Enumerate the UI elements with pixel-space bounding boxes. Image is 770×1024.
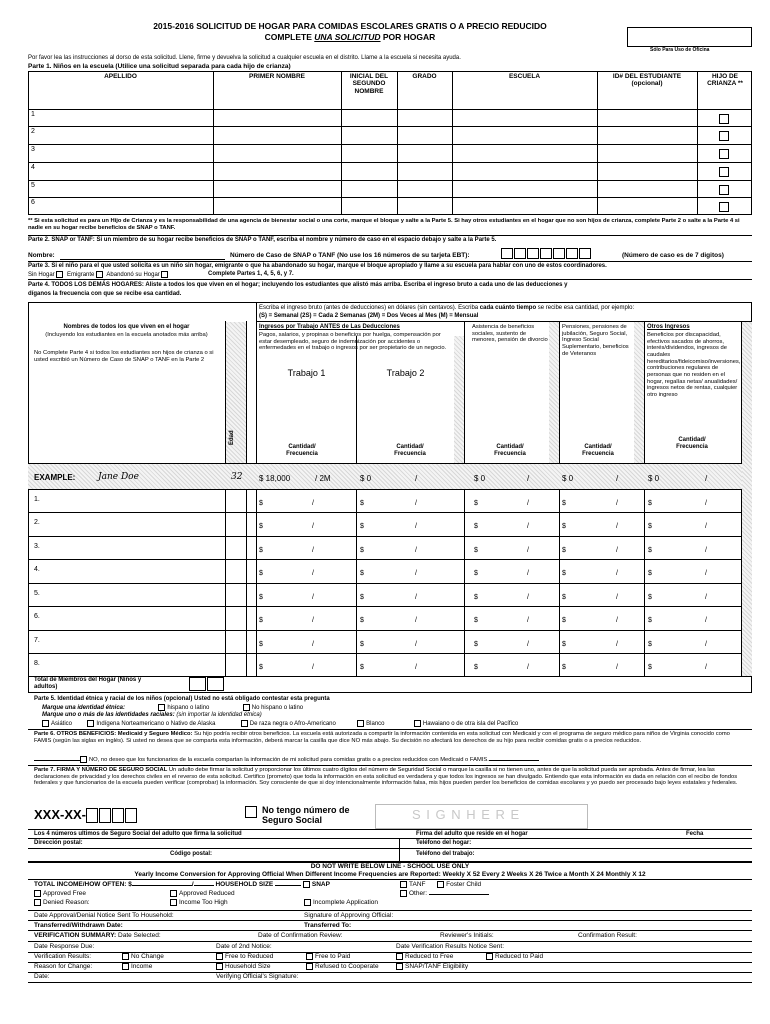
frequency-separator: / — [705, 547, 707, 554]
foster-checkbox[interactable] — [719, 167, 729, 177]
income-amount-field[interactable]: $ — [474, 641, 478, 648]
amount-freq-3: Cantidad/ Frecuencia — [494, 444, 526, 457]
income-amount-field[interactable]: $ — [648, 547, 652, 554]
income-amount-field[interactable]: $ — [360, 641, 364, 648]
frequency-separator: / — [415, 664, 417, 671]
snap-checkbox[interactable] — [303, 881, 310, 888]
free-to-paid-checkbox[interactable] — [306, 953, 313, 960]
example-slash: / — [616, 474, 619, 483]
frequency-separator: / — [527, 617, 529, 624]
example-age: 32 — [231, 472, 243, 482]
frequency-separator: / — [616, 641, 618, 648]
member-row-number: 3. — [34, 543, 40, 550]
names-heading: Nombres de todos los que viven en el hogar — [63, 324, 190, 330]
row-number: 3 — [31, 146, 35, 153]
frequency-key: (S) = Semanal (2S) = Cada 2 Semanas (2M) = Dos Veces al Mes (M) = Mensual — [259, 313, 479, 319]
income-amount-field[interactable]: $ — [562, 523, 566, 530]
ssn-field[interactable]: XXX-XX- — [34, 808, 138, 823]
example-label: EXAMPLE: — [34, 473, 76, 482]
part4-title: Parte 4. TODOS LOS DEMÁS HOGARES: Aliste a todos los que viven en el hogar; incluyendo los estudiantes que alistó más arriba. Escriba el ingreso bruto a cada uno de las deducciones y — [28, 282, 568, 288]
foster-checkbox[interactable] — [719, 202, 729, 212]
income-amount-field[interactable]: $ — [360, 570, 364, 577]
other-row: Other: — [400, 890, 489, 898]
income-amount-field[interactable]: $ — [648, 500, 652, 507]
date-notice-label: Date Approval/Denial Notice Sent To Household: — [34, 912, 174, 919]
total-members-box-1[interactable] — [189, 677, 206, 691]
frequency-separator: / — [415, 570, 417, 577]
income-amount-field[interactable]: $ — [259, 523, 263, 530]
ver-results-label: Verification Results: — [34, 953, 92, 960]
frequency-separator: / — [527, 523, 529, 530]
member-row-number: 4. — [34, 566, 40, 573]
income-reason-checkbox[interactable] — [122, 963, 129, 970]
example-job1-freq: / 2M — [315, 474, 331, 483]
part3-options: Sin Hogar Emigrante Abandonó su Hogar — [28, 271, 170, 279]
col-apellido: APELLIDO — [104, 73, 137, 80]
income-amount-field[interactable]: $ — [360, 547, 364, 554]
frequency-separator: / — [705, 617, 707, 624]
no-ssn-label: No tengo número de Seguro Social — [262, 805, 350, 826]
part6-no-row: NO, no deseo que los funcionarios de la escuela compartan la información de mi solicitud para comidas gratis o a precios reducidos con Medicaid o FAMIS. — [34, 756, 539, 764]
col-inicial: INICIAL DEL SEGUNDO NOMBRE — [349, 73, 389, 95]
frequency-separator: / — [312, 641, 314, 648]
col-primer-nombre: PRIMER NOMBRE — [249, 73, 305, 80]
income-intro: Escriba el ingreso bruto (antes de deducciones) en dólares (sin centavos). Escriba cada cuánto tiempo se recibe esa cantidad, por ejemplo: — [259, 305, 635, 311]
date-results-label: Date Verification Results Notice Sent: — [396, 943, 505, 950]
reduced-paid-row: Reduced to Paid — [486, 953, 543, 961]
foster-checkbox[interactable] — [719, 131, 729, 141]
frequency-separator: / — [616, 594, 618, 601]
runaway-checkbox[interactable] — [161, 271, 168, 278]
row-number: 4 — [31, 164, 35, 171]
race-asian-checkbox[interactable] — [42, 720, 49, 727]
approved-free-row: Approved Free — [34, 890, 86, 898]
other-income-desc: Beneficios por discapacidad, efectivos sacados de ahorros, interés/dividendos, ingresos de caudales hereditarios/fideicomiso/inversiones, contribuciones regulares de personas que no residen en el hogar, regalías netas/ anualidades/ ingresos netos de rentas, cualquier otro ingreso — [647, 332, 741, 398]
income-amount-field[interactable]: $ — [360, 594, 364, 601]
income-amount-field[interactable]: $ — [474, 500, 478, 507]
denied-checkbox[interactable] — [34, 899, 41, 906]
example-slash: / — [415, 474, 418, 483]
income-amount-field[interactable]: $ — [562, 617, 566, 624]
reduced-free-row: Reduced to Free — [396, 953, 453, 961]
approved-reduced-row: Approved Reduced — [170, 890, 235, 898]
snap-tanf-checkbox[interactable] — [396, 963, 403, 970]
names-note: No Complete Parte 4 si todos los estudiantes son hijos de crianza o si usted escribió un Número de Caso de SNAP o TANF en la Parte 2 — [34, 350, 214, 363]
ethnic-row: Marque una identidad étnica: hispano o latino No hispano o latino — [42, 705, 304, 712]
ssn-caption: Los 4 números ultimos de Seguro Social del adulto que firma la solicitud — [34, 831, 242, 837]
income-amount-field[interactable]: $ — [360, 617, 364, 624]
part2-case-note: (Número de caso es de 7 digitos) — [622, 252, 724, 259]
frequency-separator: / — [312, 664, 314, 671]
household-size-checkbox[interactable] — [216, 963, 223, 970]
member-row-number: 6. — [34, 613, 40, 620]
work-income-heading: Ingresos por Trabajo ANTES de Las Deducciones — [259, 324, 400, 330]
other-checkbox[interactable] — [400, 890, 407, 897]
zip-label: Código postal: — [170, 851, 212, 857]
row-number: 6 — [31, 199, 35, 206]
office-use-label: Sólo Para Uso de Oficina — [650, 47, 710, 53]
income-amount-field[interactable]: $ — [562, 570, 566, 577]
part1-footnote: ** Si esta solicitud es para un Hijo de Crianza y es la responsabilidad de una agencia de bienestar social o una corte, marque el bloque y salte a la Parte 5. Si hay otros estudiantes en el hogar que no son hijos de crianza, complete Parte 2 o salte a la Parte 4 si nadie en su hogar recibe beneficios de SNAP o TANF. — [28, 218, 740, 231]
incomplete-checkbox[interactable] — [304, 899, 311, 906]
frequency-separator: / — [415, 594, 417, 601]
frequency-separator: / — [415, 617, 417, 624]
case-number-boxes[interactable] — [501, 248, 592, 259]
example-other-amount: $ 0 — [648, 474, 660, 483]
income-amount-field[interactable]: $ — [562, 500, 566, 507]
part3-note: Complete Partes 1, 4, 5, 6, y 7. — [208, 271, 294, 277]
no-change-checkbox[interactable] — [122, 953, 129, 960]
foster-checkbox[interactable] — [719, 185, 729, 195]
denied-row: Denied Reason: — [34, 899, 90, 907]
part5-title: Parte 5. Identidad étnica y racial de los niños (opcional) Usted no está obligado contestar esta pregunta — [34, 696, 330, 702]
frequency-separator: / — [415, 523, 417, 530]
frequency-separator: / — [312, 617, 314, 624]
frequency-separator: / — [616, 570, 618, 577]
no-ssn-checkbox[interactable] — [245, 806, 257, 818]
income-too-high-checkbox[interactable] — [170, 899, 177, 906]
refused-row: Refused to Cooperate — [306, 963, 379, 971]
frequency-separator: / — [705, 523, 707, 530]
income-amount-field[interactable]: $ — [360, 500, 364, 507]
free-to-reduced-checkbox[interactable] — [216, 953, 223, 960]
race-native-checkbox[interactable] — [87, 720, 94, 727]
frequency-separator: / — [705, 500, 707, 507]
age-label: Edad — [229, 430, 235, 445]
date-caption: Fecha — [686, 831, 704, 837]
frequency-separator: / — [527, 641, 529, 648]
part4-title2: díganos la frecuencia con que se recibe esa cantidad. — [28, 291, 182, 297]
date-confirm-label: Date of Confirmation Review: — [258, 932, 343, 939]
sig-approving-label: Signature of Approving Official: — [304, 912, 394, 919]
other-income-heading: Otros Ingresos — [647, 324, 690, 330]
form-title: 2015-2016 SOLICITUD DE HOGAR PARA COMIDAS ESCOLARES GRATIS O A PRECIO REDUCIDO — [153, 21, 547, 31]
example-name: Jane Doe — [98, 472, 139, 482]
income-amount-field[interactable]: $ — [648, 617, 652, 624]
reason-label: Reason for Change: — [34, 963, 93, 970]
approved-free-checkbox[interactable] — [34, 890, 41, 897]
income-amount-field[interactable]: $ — [474, 664, 478, 671]
frequency-separator: / — [527, 547, 529, 554]
race-black-checkbox[interactable] — [241, 720, 248, 727]
income-amount-field[interactable]: $ — [648, 594, 652, 601]
transferred-date-label: Transferred/Withdrawn Date: — [34, 922, 123, 929]
hhsize-reason-row: Household Size — [216, 963, 271, 971]
income-amount-field[interactable]: $ — [648, 570, 652, 577]
part1-title: Parte 1. Niños en la escuela (Utilice una solicitud separada para cada hijo de crianza) — [28, 63, 291, 70]
tanf-checkbox[interactable] — [400, 881, 407, 888]
address-label: Dirección postal: — [34, 840, 83, 846]
frequency-separator: / — [312, 523, 314, 530]
part2-case-label: Número de Caso de SNAP o TANF (No use los 16 números de su tarjeta EBT): — [230, 252, 470, 259]
income-amount-field[interactable]: $ — [562, 547, 566, 554]
income-amount-field[interactable]: $ — [562, 664, 566, 671]
frequency-separator: / — [527, 664, 529, 671]
frequency-separator: / — [312, 500, 314, 507]
office-use-box[interactable] — [627, 27, 752, 47]
income-amount-field[interactable]: $ — [259, 664, 263, 671]
home-phone-label: Teléfono del hogar: — [416, 840, 472, 846]
amount-freq-5: Cantidad/ Frecuencia — [676, 437, 708, 450]
income-high-row: Income Too High — [170, 899, 228, 907]
welfare-desc: Asistencia de beneficios sociales, sustento de menores, pensión de divorcio — [472, 324, 548, 344]
member-row-number: 8. — [34, 660, 40, 667]
part3-title: Parte 3. Si el niño para el que usted solicita es un niño sin hogar, emigrante o que ha abandonado su hogar, marque el bloque apropiado y llame a su escuela para hablar con uno de estos coordinadores. — [28, 263, 607, 269]
frequency-separator: / — [312, 594, 314, 601]
income-amount-field[interactable]: $ — [648, 664, 652, 671]
amount-freq-4: Cantidad/ Frecuencia — [582, 444, 614, 457]
col-grado: GRADO — [412, 73, 437, 80]
frequency-separator: / — [616, 500, 618, 507]
income-amount-field[interactable]: $ — [360, 523, 364, 530]
part6-block: Parte 6. OTROS BENEFICIOS: Medicaid y Seguro Médico: Su hijo podría recibir otros beneficios. La escuela está autorizada a compartir la información contenida en esta solicitud con Medicaid y con el programa de seguro médico para niños de Virginia conocido como FAMIS (según las siglas en inglés). Si usted no desea que se comparta esta información, deberá marcar la casilla que dice NO más abajo. Su decisión no afectará los derechos de su hijo para recibir comidas gratis o a precios reducidos. — [34, 731, 730, 744]
work-phone-label: Teléfono del trabajo: — [416, 851, 475, 857]
race-pacific-checkbox[interactable] — [414, 720, 421, 727]
row-number: 1 — [31, 111, 35, 118]
office-header: DO NOT WRITE BELOW LINE - SCHOOL USE ONLY — [310, 863, 470, 870]
total-members-box-2[interactable] — [207, 677, 224, 691]
income-conversion: Yearly Income Conversion for Approving Official When Different Income Frequencies are Reported: Weekly X 52 Every 2 Weeks X 26 Twice a Month X 24 Monthly X 12 — [134, 871, 646, 878]
col-escuela: ESCUELA — [508, 73, 541, 80]
frequency-separator: / — [705, 641, 707, 648]
income-amount-field[interactable]: $ — [259, 500, 263, 507]
transferred-to-label: Transferred To: — [304, 922, 352, 929]
verification-summary-row: VERIFICATION SUMMARY: Date Selected: — [34, 932, 161, 939]
frequency-separator: / — [527, 570, 529, 577]
date-label: Date: — [34, 973, 50, 980]
tanf-foster-row: TANF Foster Child — [400, 881, 481, 889]
income-amount-field[interactable]: $ — [259, 641, 263, 648]
example-slash: / — [527, 474, 530, 483]
reduced-to-paid-checkbox[interactable] — [486, 953, 493, 960]
frequency-separator: / — [312, 547, 314, 554]
income-amount-field[interactable]: $ — [562, 641, 566, 648]
incomplete-row: Incomplete Application — [304, 899, 378, 907]
frequency-separator: / — [705, 664, 707, 671]
snap-tanf-row: SNAP/TANF Eligibility — [396, 963, 468, 971]
income-amount-field[interactable]: $ — [259, 617, 263, 624]
income-amount-field[interactable]: $ — [360, 664, 364, 671]
foster-office-checkbox[interactable] — [437, 881, 444, 888]
amount-freq-2: Cantidad/ Frecuencia — [394, 444, 426, 457]
job1-label: Trabajo 1 — [287, 368, 326, 378]
frequency-separator: / — [616, 523, 618, 530]
example-job2-amount: $ 0 — [360, 474, 372, 483]
part2-name-label: Nombre: — [28, 252, 55, 259]
instructions: Por favor lea las instrucciones al dorso de esta solicitud. Llene, firme y devuelva la solicitud a cualquier escuela en el distrito. Llame a la escuela si necesita ayuda. — [28, 55, 461, 61]
frequency-separator: / — [527, 594, 529, 601]
job2-label: Trabajo 2 — [386, 368, 425, 378]
example-welfare-amount: $ 0 — [474, 474, 486, 483]
total-members-label: Total de Miembros del Hogar (Niños y adultos) — [34, 677, 142, 690]
income-amount-field[interactable]: $ — [474, 547, 478, 554]
date-response-label: Date Response Due: — [34, 943, 95, 950]
non-hispanic-checkbox[interactable] — [243, 704, 250, 711]
reviewer-label: Reviewer's Initials: — [440, 932, 494, 939]
frequency-separator: / — [705, 570, 707, 577]
frequency-separator: / — [616, 547, 618, 554]
no-change-row: No Change — [122, 953, 164, 961]
frequency-separator: / — [312, 570, 314, 577]
income-amount-field[interactable]: $ — [648, 641, 652, 648]
race-white-checkbox[interactable] — [357, 720, 364, 727]
frequency-separator: / — [705, 594, 707, 601]
income-amount-field[interactable]: $ — [259, 547, 263, 554]
race-label-row: Marque uno o más de las identidades raciales: (sin importar la identidad étnica) — [42, 712, 262, 718]
frequency-separator: / — [415, 547, 417, 554]
member-row-number: 5. — [34, 590, 40, 597]
amount-freq-1: Cantidad/ Frecuencia — [286, 444, 318, 457]
row-number: 2 — [31, 128, 35, 135]
income-amount-field[interactable]: $ — [474, 523, 478, 530]
member-row-number: 1. — [34, 496, 40, 503]
reduced-to-free-checkbox[interactable] — [396, 953, 403, 960]
col-hijo-crianza: HIJO DE CRIANZA ** — [707, 73, 743, 88]
member-row-number: 7. — [34, 637, 40, 644]
sign-here-watermark: S I G N H E R E — [412, 807, 521, 822]
free-paid-row: Free to Paid — [306, 953, 350, 961]
foster-checkbox[interactable] — [719, 149, 729, 159]
refused-checkbox[interactable] — [306, 963, 313, 970]
date-2nd-label: Date of 2nd Notice: — [216, 943, 272, 950]
total-income-row: TOTAL INCOME/HOW OFTEN: $ / HOUSEHOLD SIZE SNAP — [34, 881, 330, 889]
no-share-checkbox[interactable] — [80, 756, 87, 763]
example-job1-amount: $ 18,000 — [259, 474, 291, 483]
frequency-separator: / — [616, 617, 618, 624]
homeless-checkbox[interactable] — [56, 271, 63, 278]
income-amount-field[interactable]: $ — [474, 617, 478, 624]
income-amount-field[interactable]: $ — [648, 523, 652, 530]
free-reduced-row: Free to Reduced — [216, 953, 273, 961]
part7-block: Parte 7. FIRMA Y NÚMERO DE SEGURO SOCIAL Un adulto debe firmar la solicitud y proporcionar los últimos cuatro dígitos del número de Seguridad Social o marque la casilla si no tienen uno, antes de que la solicitud pueda ser aprobada. Antes de firmar, lea las declaraciones de privacidad y los derechos civiles en el reverso de esta solicitud. Certifico (prometo) que toda la información en esta solicitud es verdadera y que todos los ingresos se han divulgado. Entiendo que esta información es dada en relación con el recibo de fondos federales y que funcionarios de la escuela pueden verificar (comprobar) la información. Soy consciente de que si doy intencionalmente información falsa, mis hijos pueden perder los beneficios de comidas escolares y yo puedo ser procesado bajo leyes estatales y federales. — [34, 767, 738, 787]
race-options: Asiático Indígena Norteamericano o Nativo de Alaska De raza negra o Afro-Americano Blanco Hawaiano o de otra isla del Pacífico — [42, 720, 742, 728]
income-amount-field[interactable]: $ — [474, 570, 478, 577]
example-slash: / — [705, 474, 708, 483]
names-sub: (Incluyendo los estudiantes en la escuela anotados más arriba) — [45, 332, 208, 338]
income-amount-field[interactable]: $ — [259, 594, 263, 601]
verifying-sig-label: Verifying Official's Signature: — [216, 973, 299, 980]
pensions-desc: Pensiones, pensiones de jubilación, Seguro Social, Ingreso Social Suplementario, beneficios de Veteranos — [562, 324, 629, 357]
frequency-separator: / — [616, 664, 618, 671]
migrant-checkbox[interactable] — [96, 271, 103, 278]
frequency-separator: / — [527, 500, 529, 507]
confirm-result-label: Confirmation Result: — [578, 932, 637, 939]
col-student-id: ID# DEL ESTUDIANTE (opcional) — [612, 73, 682, 88]
work-income-desc: Pagos, salarios, y propinas o beneficios por huelga, compensación por estar desempleado, seguro de indemnización por accidentes o enfermedades en el trabajo o ingresos por ser propietario de un negocio. — [259, 332, 447, 352]
frequency-separator: / — [415, 500, 417, 507]
row-number: 5 — [31, 182, 35, 189]
income-amount-field[interactable]: $ — [562, 594, 566, 601]
foster-checkbox[interactable] — [719, 114, 729, 124]
frequency-separator: / — [415, 641, 417, 648]
income-amount-field[interactable]: $ — [474, 594, 478, 601]
member-row-number: 2. — [34, 519, 40, 526]
form-subtitle: COMPLETE UNA SOLICITUD POR HOGAR — [264, 32, 436, 42]
hispanic-checkbox[interactable] — [158, 704, 165, 711]
example-pension-amount: $ 0 — [562, 474, 574, 483]
part2-title: Parte 2. SNAP or TANF: Si un miembro de su hogar recibe beneficios de SNAP o TANF, escriba el nombre y número de caso en el espacio debajo y salte a la Parte 5. — [28, 237, 497, 243]
income-reason-row: Income — [122, 963, 152, 971]
income-amount-field[interactable]: $ — [259, 570, 263, 577]
signature-caption: Firma del adulto que reside en el hogar — [416, 831, 528, 837]
approved-reduced-checkbox[interactable] — [170, 890, 177, 897]
